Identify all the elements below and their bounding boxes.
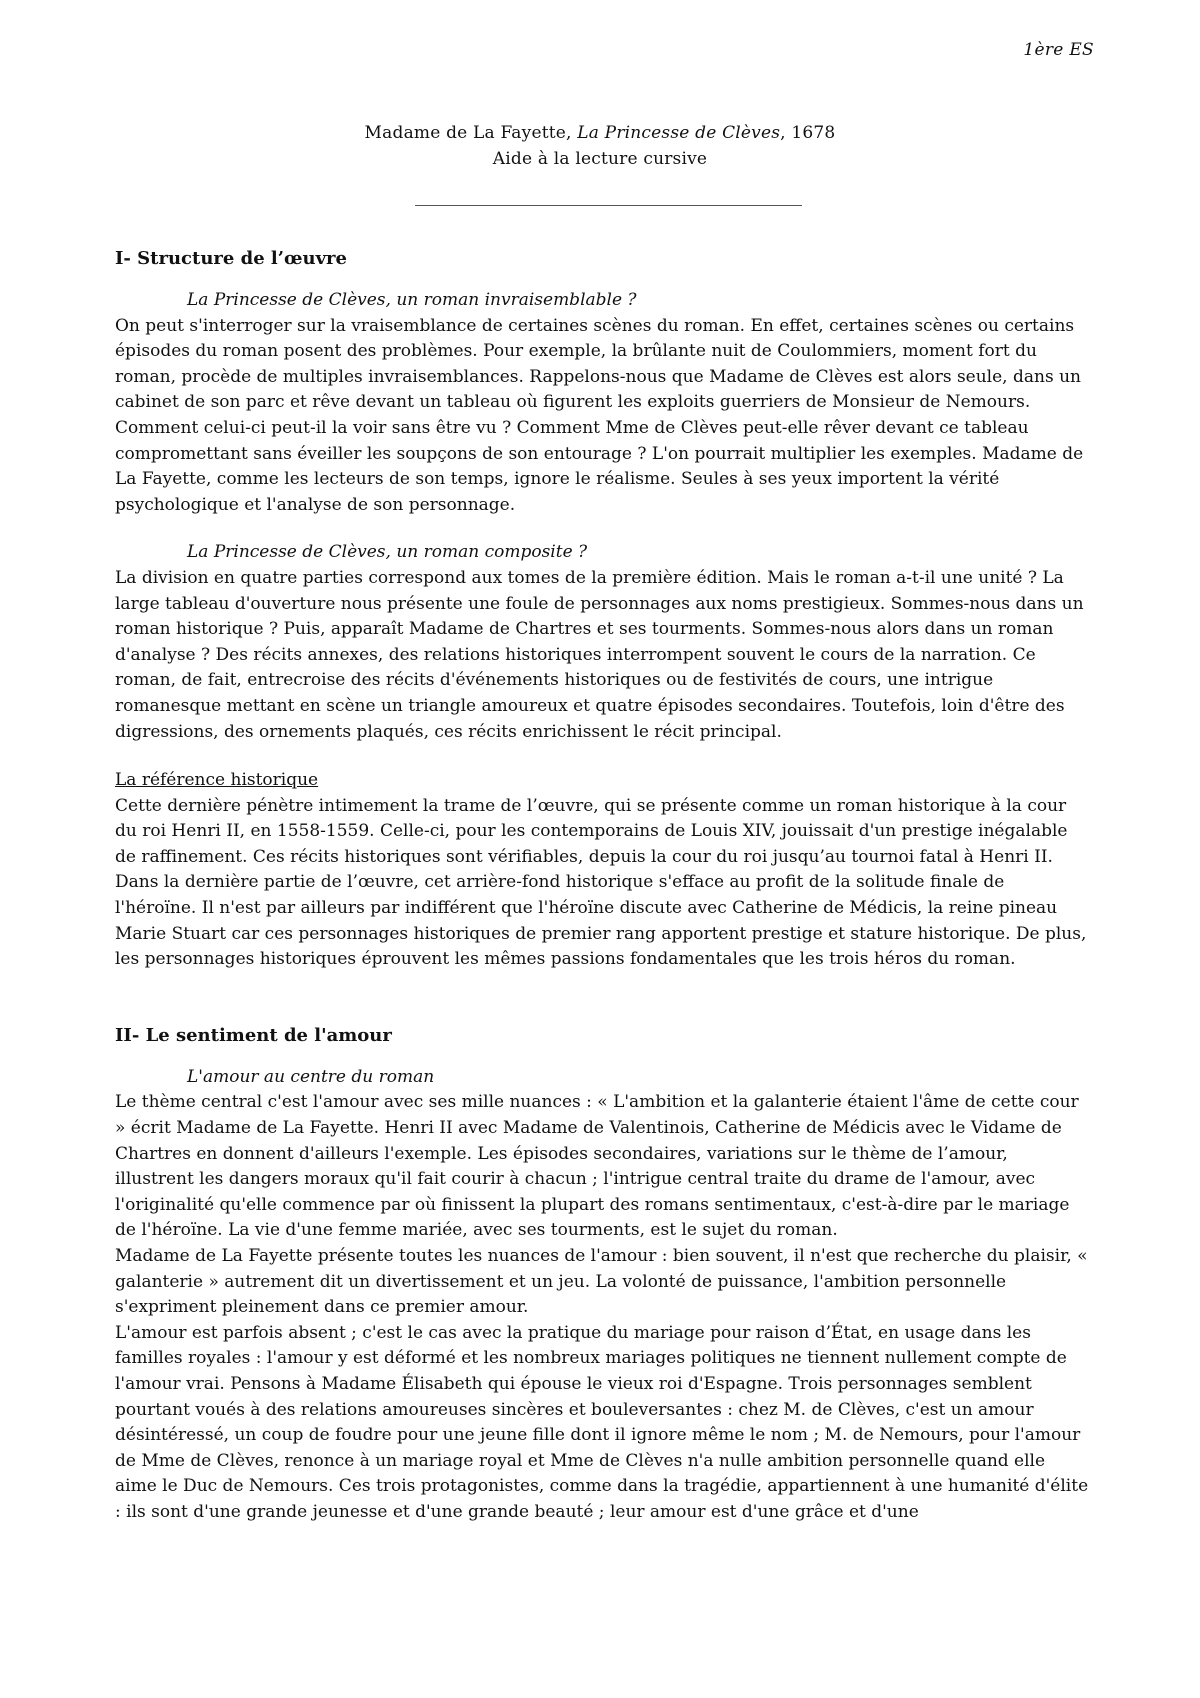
subsection-title-amour-centre: L'amour au centre du roman [187,1066,435,1087]
subsection-title-reference-historique: La référence historique [115,770,319,791]
subtitle: Aide à la lecture cursive [492,149,708,169]
section-heading-amour: II- Le sentiment de l'amour [115,1024,392,1046]
subsection-title-invraisemblable: La Princesse de Clèves, un roman invraisemblable ? [187,290,637,310]
paragraph-amour-3: L'amour est parfois absent ; c'est le cas avec la pratique du mariage pour raison d’État, en usage dans les familles royales : l'amour y est déformé et les nombreux mariages politiques ne tiennent nullement compte de l'amour vrai. Pensons à Madame Élisabeth qui épouse le vieux roi d'Espagne. Trois personnages semblent pourtant voués à des relations amoureuses sincères et bouleversantes : chez M. de Clèves, c'est un amour désintéressé, un coup de foudre pour une jeune fille dont il ignore même le nom ; M. de Nemours, pour l'amour de Mme de Clèves, renonce à un mariage royal et Mme de Clèves n'a nulle ambition personnelle quand elle aime le Duc de Nemours. Ces trois protagonistes, comme dans la tragédie, appartiennent à une humanité d'élite : ils sont d'une grande jeunesse et d'une grande beauté ; leur amour est d'une grâce et d'une [115,1322,1089,1522]
section-heading-structure: I- Structure de l’œuvre [115,248,347,269]
spacer [115,745,1091,768]
spacer [115,973,1091,1023]
main-content [115,246,1091,1526]
title-work: La Princesse de Clèves [577,123,781,143]
paragraph-reference-historique: Cette dernière pénètre intimement la trame de l’œuvre, qui se présente comme un roman historique à la cour du roi Henri II, en 1558-1559. Celle-ci, pour les contemporains de Louis XIV, jouissait d'un prestige inégalable de raffinement. Ces récits historiques sont vérifiables, depuis la cour du roi jusqu’au tournoi fatal à Henri II. Dans la dernière partie de l’œuvre, cet arrière-fond historique s'efface au profit de la solitude finale de l'héroïne. Il n'est par ailleurs par indifférent que l'héroïne discute avec Catherine de Médicis, la reine pineau Marie Stuart car ces personnages historiques de premier rang apportent prestige et stature historique. De plus, les personnages historiques éprouvent les mêmes passions fondamentales que les trois héros du roman. [115,795,1087,970]
spacer [115,1049,1091,1065]
title-author: Madame de La Fayette, [364,123,578,143]
spacer [115,272,1091,288]
title-divider [415,205,802,206]
paragraph-invraisemblable: On peut s'interroger sur la vraisemblance de certaines scènes du roman. En effet, certaines scènes ou certains épisodes du roman posent des problèmes. Pour exemple, la brûlante nuit de Coulommiers, moment fort du roman, procède de multiples invraisemblances. Rappelons-nous que Madame de Clèves est alors seule, dans un cabinet de son parc et rêve devant un tableau où figurent les exploits guerriers de Monsieur de Nemours. Comment celui-ci peut-il la voir sans être vu ? Comment Mme de Clèves peut-elle rêver devant ce tableau compromettant sans éveiller les soupçons de son entourage ? L'on pourrait multiplier les exemples. Madame de La Fayette, comme les lecteurs de son temps, ignore le réalisme. Seules à ses yeux importent la vérité psychologique et l'analyse de son personnage. [115,315,1084,515]
class-label: 1ère ES [1023,40,1094,60]
subsection-title-composite: La Princesse de Clèves, un roman composite ? [187,542,588,563]
spacer [115,518,1091,540]
title-year: , 1678 [780,123,836,143]
title-line [0,120,1200,146]
paragraph-amour-2: Madame de La Fayette présente toutes les nuances de l'amour : bien souvent, il n'est que recherche du plaisir, « galanterie » autrement dit un divertissement et un jeu. La volonté de puissance, l'ambition personnelle s'expriment pleinement dans ce premier amour. [115,1246,1088,1318]
paragraph-amour-1: Le thème central c'est l'amour avec ses mille nuances : « L'ambition et la galanterie étaient l'âme de cette cour » écrit Madame de La Fayette. Henri II avec Madame de Valentinois, Catherine de Médicis avec le Vidame de Chartres en donnent d'ailleurs l'exemple. Les épisodes secondaires, variations sur le thème de l’amour, illustrent les dangers moraux qu'il fait courir à chacun ; l'intrigue central traite du drame de l'amour, avec l'originalité qu'elle commence par où finissent la plupart des romans sentimentaux, c'est-à-dire par le mariage de l'héroïne. La vie d'une femme mariée, avec ses tourments, est le sujet du roman. [115,1092,1079,1241]
paragraph-composite: La division en quatre parties correspond aux tomes de la première édition. Mais le roman a-t-il une unité ? La large tableau d'ouverture nous présente une foule de personnages aux noms prestigieux. Sommes-nous dans un roman historique ? Puis, apparaît Madame de Chartres et ses tourments. Sommes-nous alors dans un roman d'analyse ? Des récits annexes, des relations historiques interrompent souvent le cours de la narration. Ce roman, de fait, entrecroise des récits d'événements historiques ou de festivités de cours, une intrigue romanesque mettant en scène un triangle amoureux et quatre épisodes secondaires. Toutefois, loin d'être des digressions, des ornements plaqués, ces récits enrichissent le récit principal. [115,567,1084,742]
title-block [0,120,1200,172]
